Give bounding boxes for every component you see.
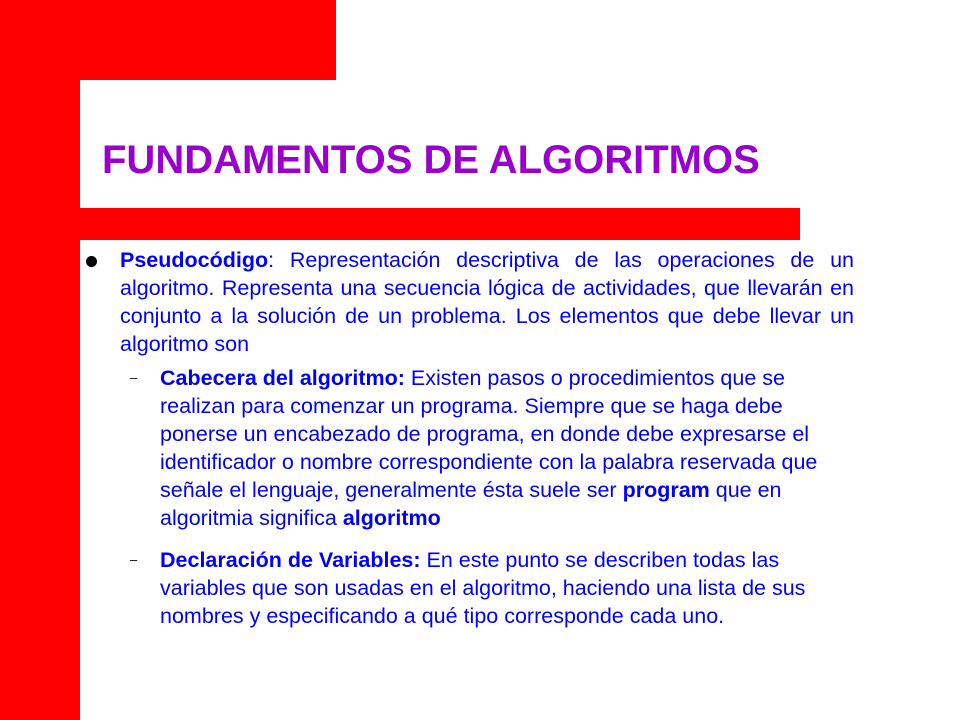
keyword-algoritmo: algoritmo [342,506,441,530]
bullet-dot-icon [86,256,97,267]
red-divider-band [80,208,800,240]
dash-icon: – [130,370,138,385]
subitem-term: Declaración de Variables: [160,548,421,572]
subitem-text: Existen pasos o procedimientos que se realizan para comenzar un programa. Siempre que se haga debe ponerse un encabezado de programa, en donde debe expresarse el identificador o nombre correspondiente con la palabra reservada que señale el lenguaje, generalmente ésta suele ser [160,366,818,502]
dash-icon: – [130,552,138,567]
bullet-text: : Representación descriptiva de las operaciones de un algoritmo. Representa una secuencia lógica de actividades, que llevarán en conjunto a la solución de un problema. Los elementos que debe llevar un algoritmo son [120,248,854,356]
subitem-declaracion [130,546,854,630]
subitem-text: En este punto se describen todas las variables que son usadas en el algoritmo, haciendo una lista de sus nombres y especificando a qué tipo corresponde cada uno. [160,548,806,628]
slide-body [84,246,854,630]
slide-title: FUNDAMENTOS DE ALGORITMOS [102,138,760,182]
bullet-term: Pseudocódigo [120,248,269,272]
subitem-term: Cabecera del algoritmo: [160,366,405,390]
keyword-program: program [622,478,710,502]
red-left-bar [0,0,80,720]
bullet-pseudocodigo [84,246,854,358]
subitem-text-cont: que en algoritmia significa [160,478,782,530]
subitem-cabecera [130,364,854,532]
red-top-block [0,0,336,80]
